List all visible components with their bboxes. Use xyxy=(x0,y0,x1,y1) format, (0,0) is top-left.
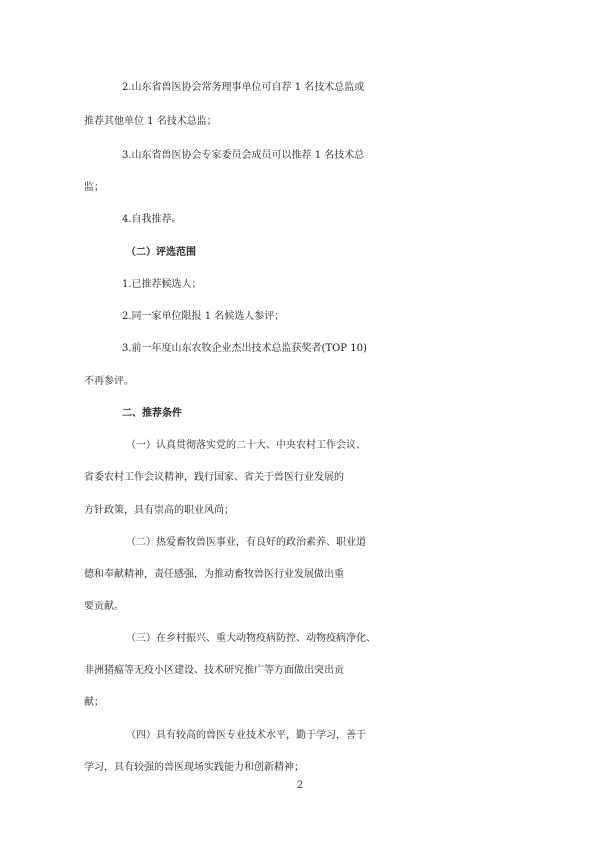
text-line-2: 推荐其他单位 1 名技术总监； xyxy=(84,116,217,127)
text-line-14: 方针政策，具有崇高的职业风尚； xyxy=(84,505,234,516)
section-heading-scope: （二）评选范围 xyxy=(126,247,196,258)
text-line-12: （一）认真贯彻落实党的二十大、中央农村工作会议、 xyxy=(126,440,366,451)
text-line-4: 监； xyxy=(84,182,104,193)
text-line-9: 3.前一年度山东农牧企业杰出技术总监获奖者(TOP 10) xyxy=(122,343,367,354)
text-line-1: 2.山东省兽医协会常务理事单位可自荐 1 名技术总监或 xyxy=(122,82,365,93)
page-number: 2 xyxy=(296,780,304,791)
text-line-20: 献； xyxy=(84,697,104,708)
text-line-16: 德和奉献精神，责任感强，为推动畜牧兽医行业发展做出重 xyxy=(84,569,344,580)
text-line-8: 2.同一家单位限报 1 名候选人参评； xyxy=(122,311,285,322)
text-line-13: 省委农村工作会议精神，践行国家、省关于兽医行业发展的 xyxy=(84,472,344,483)
text-line-15: （二）热爱畜牧兽医事业，有良好的政治素养、职业道 xyxy=(126,537,366,548)
text-line-7: 1.已推荐候选人； xyxy=(122,279,202,290)
text-line-22: 学习，具有较强的兽医现场实践能力和创新精神； xyxy=(84,762,304,773)
text-line-3: 3.山东省兽医协会专家委员会成员可以推荐 1 名技术总 xyxy=(122,150,365,161)
text-line-18: （三）在乡村振兴、重大动物疫病防控、动物疫病净化、 xyxy=(126,633,376,644)
text-line-21: （四）具有较高的兽医专业技术水平，勤于学习，善于 xyxy=(126,730,366,741)
text-line-10: 不再参评。 xyxy=(84,376,134,387)
text-line-5: 4.自我推荐。 xyxy=(122,214,182,225)
text-line-17: 要贡献。 xyxy=(84,601,124,612)
section-heading-conditions: 二、推荐条件 xyxy=(122,408,182,419)
text-line-19: 非洲猪瘟等无疫小区建设、技术研究推广等方面做出突出贡 xyxy=(84,665,344,676)
